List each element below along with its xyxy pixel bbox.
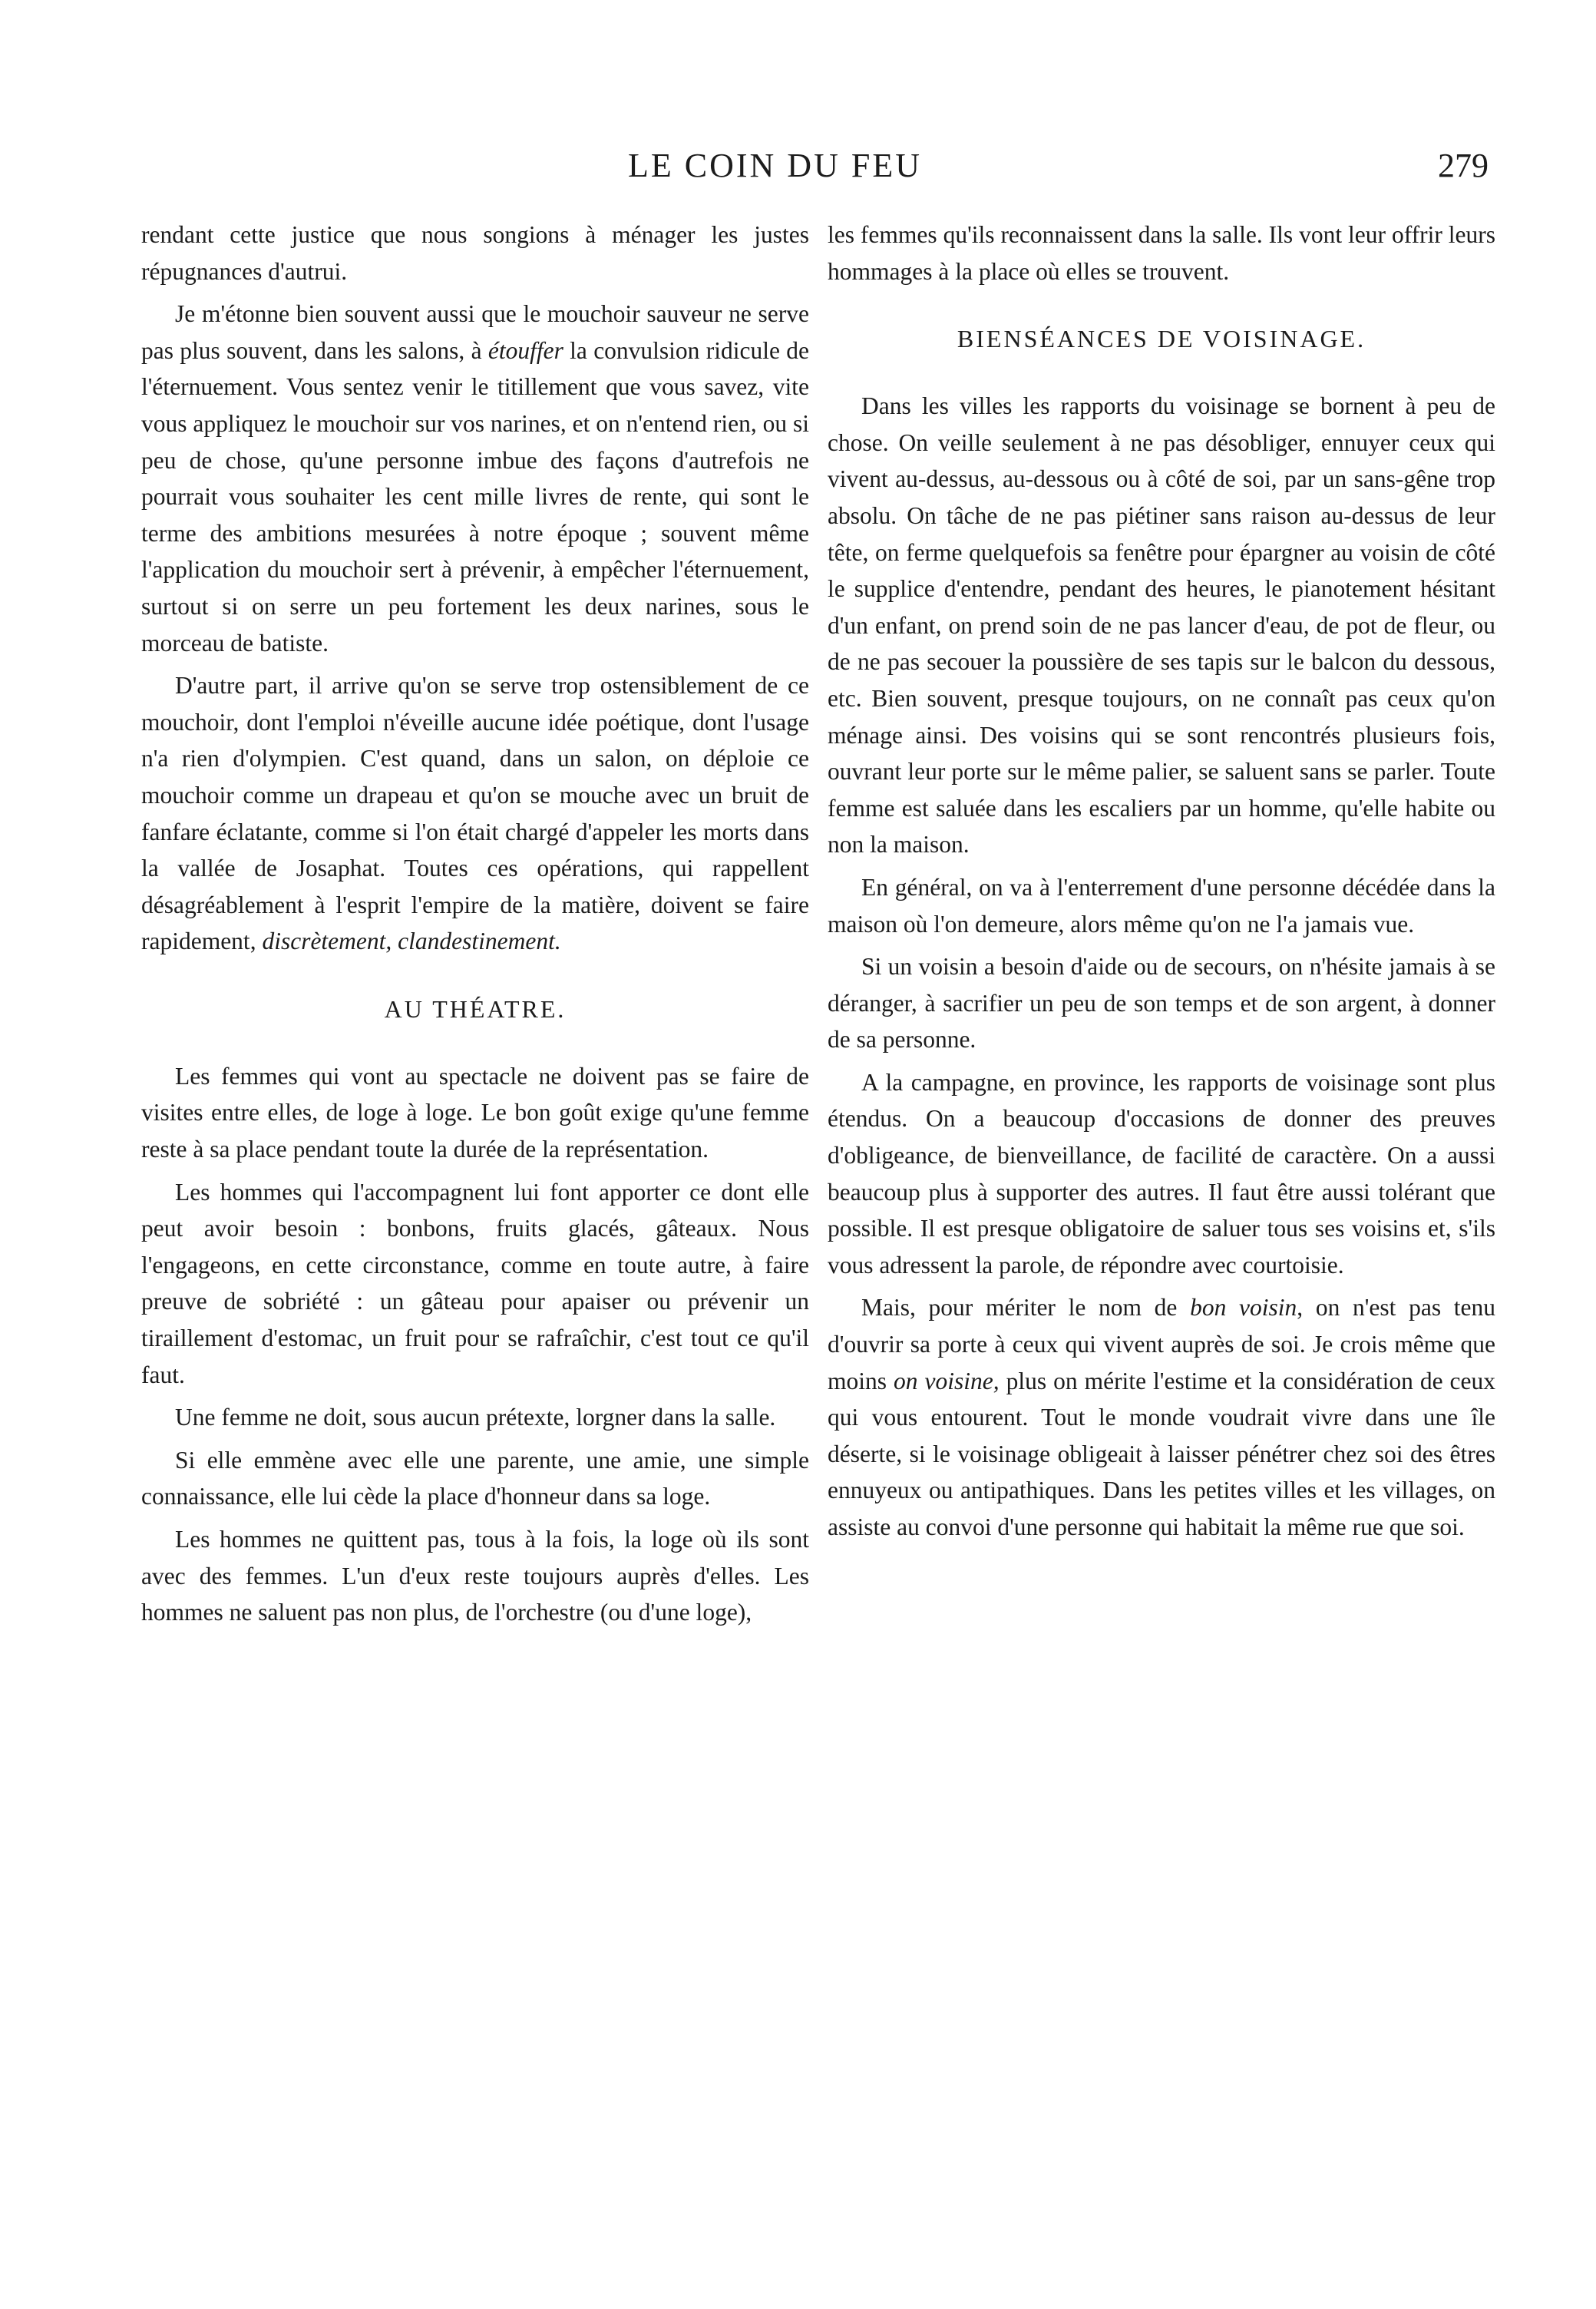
paragraph-text: D'autre part, il arrive qu'on se serve trop ostensiblement de ce mouchoir, dont l'emploi n'éveille aucune idée poétique, dont l'usage n'a rien d'olympien. C'est quand, dans un salon, on déploie ce mouchoir comme un drapeau et qu'on se mouche avec un bruit de fanfare éclatante, comme si l'on était chargé d'appeler les morts dans la vallée de Josaphat. Toutes ces opérations, qui rappellent désagréablement à l'esprit l'empire de la matière, doivent se faire rapidement, [141, 672, 809, 955]
running-title: LE COIN DU FEU [628, 147, 922, 184]
paragraph [828, 1289, 1495, 1545]
paragraph [141, 667, 809, 960]
paragraph: les femmes qu'ils reconnaissent dans la salle. Ils vont leur offrir leurs hommages à la place où elles se trouvent. [828, 221, 1495, 285]
paragraph-text: plus on mérite l'estime et la considération de ceux qui vous entourent. Tout le monde voudrait vivre dans une île déserte, si le voisinage obligeait à laisser pénétrer chez soi des êtres ennuyeux ou antipathiques. Dans les petites villes et les villages, on assiste au convoi d'une personne qui habitait la même rue que soi. [828, 1367, 1495, 1540]
italic-text: bon voisin [1190, 1294, 1297, 1322]
italic-text: on voisine, [894, 1367, 1000, 1394]
right-column [828, 217, 1495, 1552]
paragraph-text: , on n'est pas tenu d'ouvrir sa porte à ceux qui vivent auprès de soi. Je crois même que moins [828, 1294, 1495, 1394]
paragraph: Dans les villes les rapports du voisinage se bornent à peu de chose. On veille seulement à ne pas désobliger, ennuyer ceux qui vivent au-dessus, au-dessous ou à côté de soi, par un sans-gêne trop absolu. On tâche de ne pas piétiner sans raison au-dessus de leur tête, on ferme quelquefois sa fenêtre pour épargner au voisin de côté le supplice d'entendre, pendant des heures, le pianotement hésitant d'un enfant, on prend soin de ne pas lancer d'eau, de pot de fleur, ou de ne pas secouer la poussière de ses tapis sur le balcon du dessous, etc. Bien souvent, presque toujours, on ne connaît pas ceux qu'on ménage ainsi. Des voisins qui se sont rencontrés plusieurs fois, ouvrant leur porte sur le même palier, se saluent sans se parler. Toute femme est saluée dans les escaliers par un homme, qu'elle habite ou non la maison. [828, 392, 1495, 858]
italic-text: discrètement, clandestinement. [262, 928, 561, 955]
paragraph-text: Mais, pour mériter le nom de [861, 1294, 1191, 1322]
paragraph: Les hommes ne quittent pas, tous à la fois, la loge où ils sont avec des femmes. L'un d'eux reste toujours auprès d'elles. Les hommes ne saluent pas non plus, de l'orchestre (ou d'une loge), [141, 1526, 809, 1626]
paragraph: En général, on va à l'enterrement d'une personne décédée dans la maison où l'on demeure, alors même qu'on ne l'a jamais vue. [828, 873, 1495, 938]
running-head [0, 143, 1596, 189]
paragraph: Si elle emmène avec elle une parente, une amie, une simple connaissance, elle lui cède la place d'honneur dans sa loge. [141, 1446, 809, 1510]
paragraph: rendant cette justice que nous songions à ménager les justes répugnances d'autrui. [141, 221, 809, 285]
paragraph: Les hommes qui l'accompagnent lui font apporter ce dont elle peut avoir besoin : bonbons, fruits glacés, gâteaux. Nous l'engageons, en cette circonstance, comme en toute autre, à faire preuve de sobriété : un gâteau pour apaiser ou prévenir un tiraillement d'estomac, un fruit pour se rafraîchir, c'est tout ce qu'il faut. [141, 1178, 809, 1388]
paragraph: A la campagne, en province, les rapports de voisinage sont plus étendus. On a beaucoup d'occasions de donner des preuves d'obligeance, de bienveillance, de facilité de caractère. On a aussi beaucoup plus à supporter des autres. Il faut être aussi tolérant que possible. Il est presque obligatoire de saluer tous ses voisins et, s'ils vous adressent la parole, de répondre avec courtoisie. [828, 1068, 1495, 1279]
paragraph: Si un voisin a besoin d'aide ou de secours, on n'hésite jamais à se déranger, à sacrifier un peu de son temps et de son argent, à donner de sa personne. [828, 953, 1495, 1054]
paragraph: Les femmes qui vont au spectacle ne doivent pas se faire de visites entre elles, de loge à loge. Le bon goût exige qu'une femme reste à sa place pendant toute la durée de la représentation. [141, 1062, 809, 1163]
paragraph-text: Je m'étonne bien souvent aussi que le mouchoir sauveur ne serve pas plus souvent, dans les salons, à [141, 300, 809, 364]
left-column [141, 217, 809, 1637]
section-heading: AU THÉATRE. [384, 994, 567, 1023]
italic-text: étouffer [487, 336, 563, 364]
section-heading: BIENSÉANCES DE VOISINAGE. [957, 325, 1366, 353]
paragraph [141, 296, 809, 661]
paragraph: Une femme ne doit, sous aucun prétexte, lorgner dans la salle. [175, 1404, 776, 1431]
page-number: 279 [1438, 147, 1489, 184]
paragraph-text: la convulsion ridicule de l'éternuement. Vous sentez venir le titillement que vous savez, vite vous appliquez le mouchoir sur vos narines, et on n'entend rien, ou si peu de chose, qu'une personne imbue des façons d'autrefois ne pourrait vous souhaiter les cent mille livres de rente, qui sont le terme des ambitions mesurées à notre époque ; souvent même l'application du mouchoir sert à prévenir, à empêcher l'éternuement, surtout si on serre un peu fortement les deux narines, sous le morceau de batiste. [141, 336, 809, 657]
